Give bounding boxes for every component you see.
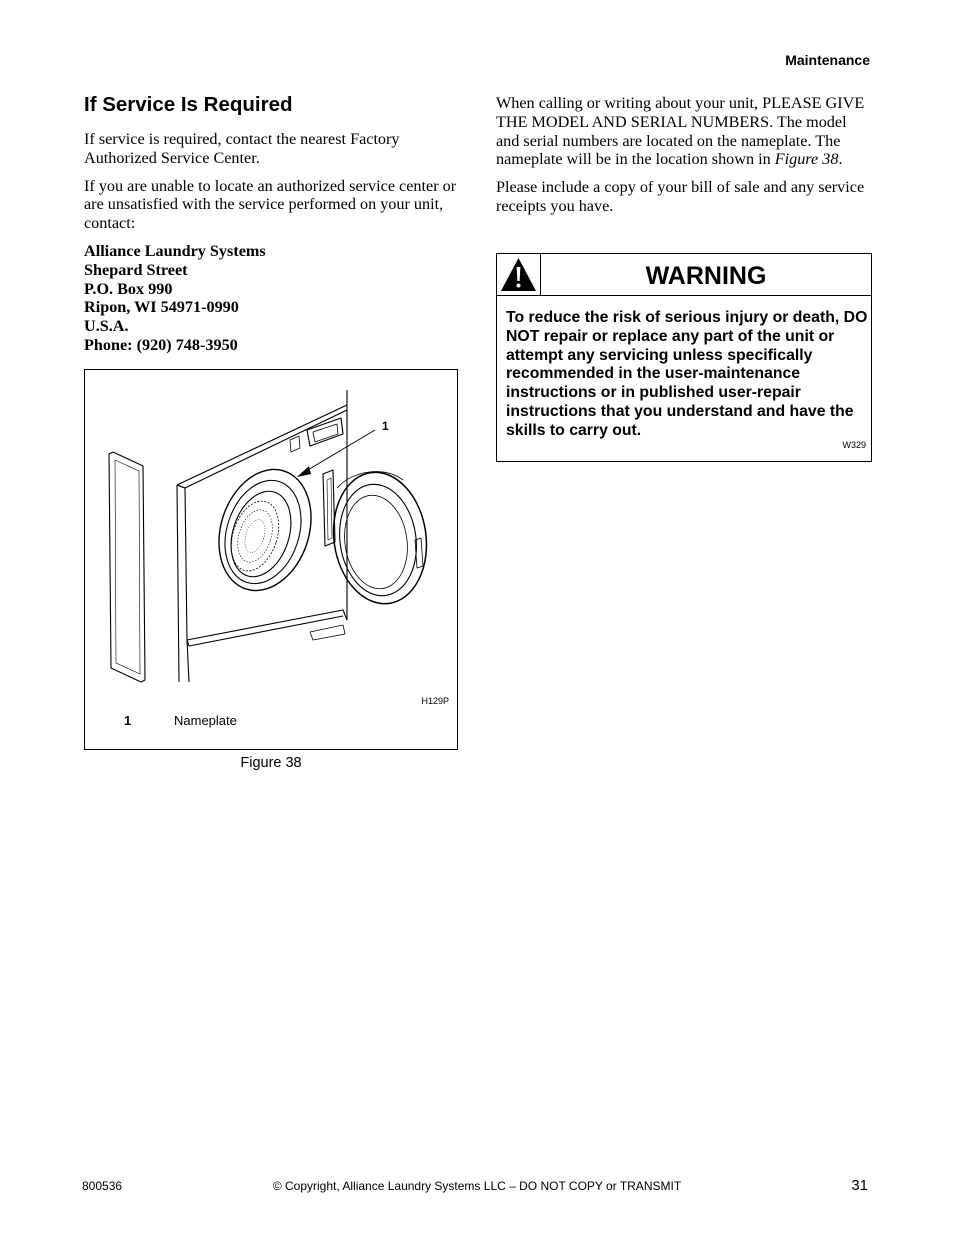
contact-paragraph: If you are unable to locate an authorized service center or are unsatisfied with the service performed on your unit, contact: <box>84 176 457 233</box>
warning-icon-cell <box>497 254 541 295</box>
callout-number: 1 <box>382 419 389 433</box>
footer-copyright: © Copyright, Alliance Laundry Systems LLC – DO NOT COPY or TRANSMIT <box>272 1179 682 1193</box>
figure-reference: Figure 38 <box>774 150 839 169</box>
legend-label: Nameplate <box>174 713 237 728</box>
warning-text: To reduce the risk of serious injury or death, DO NOT repair or replace any part of the unit or attempt any servicing unless specifically recommended in the user-maintenance instructions or in published user-repair instructions that you understand and have the skills to carry out. <box>506 309 868 439</box>
address-block <box>84 242 459 355</box>
figure-caption: Figure 38 <box>240 755 302 771</box>
serial-number-text: When calling or writing about your unit, PLEASE GIVE THE MODEL AND SERIAL NUMBERS. The model and serial numbers are located on the nameplate. The nameplate will be in the location shown in <box>496 94 865 169</box>
footer-doc-number: 800536 <box>82 1179 123 1193</box>
address-line: Shepard Street <box>84 260 188 279</box>
address-line: U.S.A. <box>84 317 129 336</box>
service-paragraph: If service is required, contact the nearest Factory Authorized Service Center. <box>84 130 400 167</box>
section-heading: If Service Is Required <box>84 93 293 116</box>
address-line: Ripon, WI 54971-0990 <box>84 298 239 317</box>
address-line: P.O. Box 990 <box>84 279 173 298</box>
serial-number-paragraph <box>496 94 872 169</box>
right-column <box>496 94 872 225</box>
figure-id: H129P <box>421 696 449 706</box>
warning-code: W329 <box>842 440 866 450</box>
page-number: 31 <box>851 1177 868 1194</box>
legend-number: 1 <box>124 713 132 728</box>
warning-box <box>496 253 872 462</box>
warning-title: WARNING <box>645 262 767 290</box>
sentence-end: . <box>838 150 843 169</box>
receipt-paragraph: Please include a copy of your bill of sale and any service receipts you have. <box>496 178 865 215</box>
address-line: Phone: (920) 748-3950 <box>84 335 238 354</box>
section-header: Maintenance <box>785 52 870 68</box>
washer-illustration <box>85 370 457 749</box>
left-column <box>84 92 459 355</box>
figure-38-box <box>84 369 458 750</box>
warning-triangle-icon <box>497 254 540 295</box>
address-line: Alliance Laundry Systems <box>84 241 266 260</box>
warning-header <box>497 254 871 296</box>
